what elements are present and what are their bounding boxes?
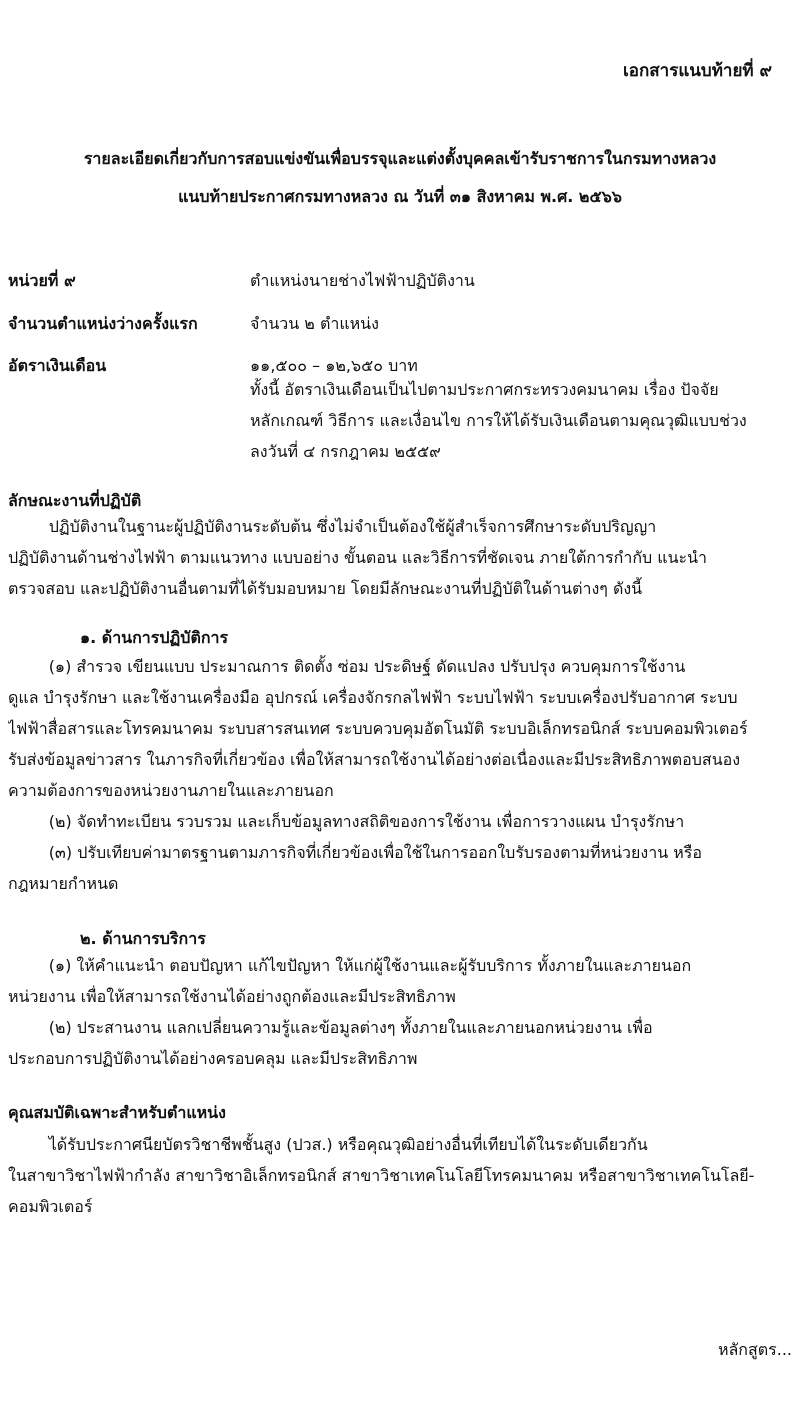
paragraph-line: ตรวจสอบ และปฏิบัติงานอื่นตามที่ได้รับมอบหมาย โดยมีลักษณะงานที่ปฏิบัติในด้านต่างๆ ดังนี้ [8, 579, 643, 598]
page-subtitle: แนบท้ายประกาศกรมทางหลวง ณ วันที่ ๓๑ สิงหาคม พ.ศ. ๒๕๖๖ [178, 187, 622, 206]
paragraph-line: ดูแล บำรุงรักษา และใช้งานเครื่องมือ อุปกรณ์ เครื่องจักรกลไฟฟ้า ระบบไฟฟ้า ระบบเครื่องปรับอากาศ ระบบ [8, 688, 738, 707]
paragraph-line: กฎหมายกำหนด [8, 874, 119, 893]
paragraph-line: (๑) สำรวจ เขียนแบบ ประมาณการ ติดตั้ง ซ่อม ประดิษฐ์ ดัดแปลง ปรับปรุง ควบคุมการใช้งาน [8, 657, 686, 676]
section-service-heading: ๒. ด้านการบริการ [80, 929, 206, 948]
qualifications-body [8, 1129, 792, 1222]
section-operations-body [8, 651, 792, 899]
vacancy-value: จำนวน ๒ ตำแหน่ง [250, 314, 379, 333]
paragraph-line: ปฏิบัติงานในฐานะผู้ปฏิบัติงานระดับต้น ซึ่งไม่จำเป็นต้องใช้ผู้สำเร็จการศึกษาระดับปริญญา [8, 517, 657, 536]
paragraph-line: (๒) จัดทำทะเบียน รวบรวม และเก็บข้อมูลทางสถิติของการใช้งาน เพื่อการวางแผน บำรุงรักษา [8, 812, 685, 831]
vacancy-label: จำนวนตำแหน่งว่างครั้งแรก [8, 314, 198, 333]
paragraph-line: หน่วยงาน เพื่อให้สามารถใช้งานได้อย่างถูกต้องและมีประสิทธิภาพ [8, 987, 456, 1006]
qualifications-heading: คุณสมบัติเฉพาะสำหรับตำแหน่ง [8, 1103, 226, 1122]
paragraph-line: (๒) ประสานงาน แลกเปลี่ยนความรู้และข้อมูลต่างๆ ทั้งภายในและภายนอกหน่วยงาน เพื่อ [8, 1018, 653, 1037]
paragraph-line: รับส่งข้อมูลข่าวสาร ในภารกิจที่เกี่ยวข้อง เพื่อให้สามารถใช้งานได้อย่างต่อเนื่องและมีประสิทธิภาพตอบสนอง [8, 750, 741, 769]
paragraph-line: ความต้องการของหน่วยงานภายในและภายนอก [8, 781, 334, 800]
salary-value: ๑๑,๕๐๐ – ๑๒,๖๕๐ บาท [250, 356, 418, 375]
salary-note-line: หลักเกณฑ์ วิธีการ และเงื่อนไข การให้ได้รับเงินเดือนตามคุณวุฒิแบบช่วง [250, 411, 747, 430]
paragraph-line: (๓) ปรับเทียบค่ามาตรฐานตามภารกิจที่เกี่ยวข้องเพื่อใช้ในการออกใบรับรองตามที่หน่วยงาน หรือ [8, 843, 702, 862]
section-operations-heading: ๑. ด้านการปฏิบัติการ [80, 628, 229, 647]
duties-intro [8, 511, 792, 604]
unit-value: ตำแหน่งนายช่างไฟฟ้าปฏิบัติงาน [250, 271, 475, 290]
attachment-number: เอกสารแนบท้ายที่ ๙ [622, 61, 772, 81]
paragraph-line: (๑) ให้คำแนะนำ ตอบปัญหา แก้ไขปัญหา ให้แก่ผู้ใช้งานและผู้รับบริการ ทั้งภายในและภายนอก [8, 956, 692, 975]
unit-label: หน่วยที่ ๙ [8, 271, 76, 290]
section-service-body [8, 950, 792, 1074]
salary-note [250, 374, 790, 467]
salary-note-line: ลงวันที่ ๔ กรกฎาคม ๒๕๕๙ [250, 442, 441, 461]
continued-marker: หลักสูตร... [717, 1340, 792, 1359]
salary-label: อัตราเงินเดือน [8, 356, 107, 375]
paragraph-line: ในสาขาวิชาไฟฟ้ากำลัง สาขาวิชาอิเล็กทรอนิกส์ สาขาวิชาเทคโนโลยีโทรคมนาคม หรือสาขาวิชาเทคโนโลยี- [8, 1166, 755, 1185]
paragraph-line: ได้รับประกาศนียบัตรวิชาชีพชั้นสูง (ปวส.) หรือคุณวุฒิอย่างอื่นที่เทียบได้ในระดับเดียวกัน [8, 1135, 648, 1154]
paragraph-line: ไฟฟ้าสื่อสารและโทรคมนาคม ระบบสารสนเทศ ระบบควบคุมอัตโนมัติ ระบบอิเล็กทรอนิกส์ ระบบคอมพิวเตอร์ [8, 719, 748, 738]
salary-note-line: ทั้งนี้ อัตราเงินเดือนเป็นไปตามประกาศกระทรวงคมนาคม เรื่อง ปัจจัย [250, 380, 719, 399]
paragraph-line: คอมพิวเตอร์ [8, 1197, 93, 1216]
paragraph-line: ปฏิบัติงานด้านช่างไฟฟ้า ตามแนวทาง แบบอย่าง ขั้นตอน และวิธีการที่ชัดเจน ภายใต้การกำกับ แนะนำ [8, 548, 708, 567]
page-title: รายละเอียดเกี่ยวกับการสอบแข่งขันเพื่อบรรจุและแต่งตั้งบุคคลเข้ารับราชการในกรมทางหลวง [83, 149, 717, 168]
paragraph-line: ประกอบการปฏิบัติงานได้อย่างครอบคลุม และมีประสิทธิภาพ [8, 1049, 418, 1068]
duties-heading: ลักษณะงานที่ปฏิบัติ [8, 491, 142, 510]
